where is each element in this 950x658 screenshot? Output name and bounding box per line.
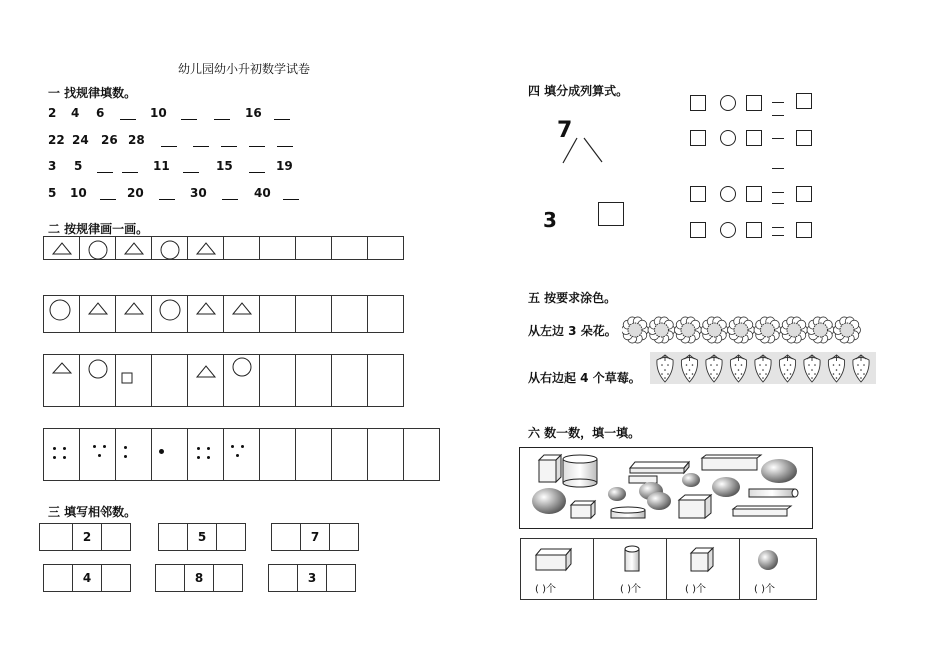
dot-icon <box>63 456 66 459</box>
seq-number: 30 <box>190 186 207 200</box>
strawberries-instruction: 从右边起 4 个草莓。 <box>528 371 641 385</box>
seq-number: 11 <box>153 159 170 173</box>
pattern-row-4 <box>44 428 440 481</box>
cuboid-icon <box>630 462 689 473</box>
pattern-cell <box>43 354 80 407</box>
neighbor-box <box>272 523 359 551</box>
answer-cell[interactable] <box>326 564 356 592</box>
cube-icon <box>539 455 561 482</box>
operator-circle[interactable] <box>720 186 736 202</box>
flower-icon[interactable] <box>728 317 755 343</box>
flower-icon[interactable] <box>648 317 675 343</box>
cylinder-icon <box>749 489 798 497</box>
seq-number: 15 <box>216 159 233 173</box>
sphere-icon <box>761 459 797 483</box>
seq-number: 19 <box>276 159 293 173</box>
section-1-heading: 一 找规律填数。 <box>48 86 137 100</box>
answer-cell[interactable] <box>213 564 243 592</box>
seq-number: 4 <box>71 106 80 120</box>
answer-blank[interactable] <box>181 119 197 120</box>
section-6-heading: 六 数一数，填一填。 <box>528 426 641 440</box>
answer-blank[interactable] <box>249 172 265 173</box>
pattern-cell <box>223 295 260 333</box>
split-answer-box[interactable] <box>598 202 624 226</box>
dot-icon <box>159 449 164 454</box>
answer-cell[interactable] <box>155 564 185 592</box>
square-icon <box>116 355 151 405</box>
empty-cell[interactable] <box>367 236 404 260</box>
dot-icon <box>197 456 200 459</box>
answer-blank[interactable] <box>193 146 209 147</box>
empty-cell[interactable] <box>259 295 296 333</box>
count-table <box>521 538 817 600</box>
equals-sign <box>772 192 784 193</box>
dot-icon <box>124 455 127 458</box>
flower-icon[interactable] <box>622 317 649 343</box>
answer-blank[interactable] <box>100 199 116 200</box>
dot-icon <box>197 447 200 450</box>
answer-cell[interactable] <box>271 523 301 551</box>
dot-icon <box>241 445 244 448</box>
section-5-heading: 五 按要求涂色。 <box>528 291 617 305</box>
given-number: 7 <box>300 523 330 551</box>
dot-icon <box>63 447 66 450</box>
answer-blank[interactable] <box>249 146 265 147</box>
triangle-icon <box>44 237 79 259</box>
dot-icon <box>236 454 239 457</box>
empty-cell[interactable] <box>295 428 332 481</box>
answer-blank[interactable] <box>97 172 113 173</box>
flower-icon[interactable] <box>807 317 834 343</box>
equation-box[interactable] <box>690 186 706 202</box>
dot-icon <box>53 447 56 450</box>
circle-icon <box>152 237 187 259</box>
circle-icon <box>80 237 115 259</box>
triangle-icon <box>188 237 223 259</box>
split-lines <box>560 136 610 166</box>
neighbor-box <box>269 564 356 592</box>
split-left-number: 3 <box>543 208 557 232</box>
answer-cell[interactable] <box>216 523 246 551</box>
answer-blank[interactable] <box>277 146 293 147</box>
given-number: 2 <box>72 523 102 551</box>
dot-icon <box>93 445 96 448</box>
seq-number: 6 <box>96 106 105 120</box>
circle-icon <box>224 355 259 405</box>
equation-box[interactable] <box>690 222 706 238</box>
answer-blank[interactable] <box>222 199 238 200</box>
equation-box[interactable] <box>746 130 762 146</box>
seq-number: 20 <box>127 186 144 200</box>
equation-box[interactable] <box>746 186 762 202</box>
triangle-icon <box>116 296 151 332</box>
empty-cell[interactable] <box>259 354 296 407</box>
equation-box[interactable] <box>796 222 812 238</box>
triangle-icon <box>224 296 259 332</box>
answer-cell[interactable] <box>329 523 359 551</box>
answer-cell[interactable] <box>101 564 131 592</box>
seq-number: 5 <box>48 186 57 200</box>
answer-blank[interactable] <box>214 119 230 120</box>
section-2-heading: 二 按规律画一画。 <box>48 222 149 236</box>
cube-icon <box>571 501 595 518</box>
seq-number: 26 <box>101 133 118 147</box>
cuboid-icon <box>521 539 593 575</box>
equation-box[interactable] <box>690 130 706 146</box>
seq-number: 24 <box>72 133 89 147</box>
answer-blank[interactable] <box>274 119 290 120</box>
dot-icon <box>98 454 101 457</box>
flower-icon[interactable] <box>781 317 808 343</box>
page-title: 幼儿园幼小升初数学试卷 <box>178 62 311 76</box>
strawberry-row[interactable] <box>650 352 876 384</box>
flower-icon[interactable] <box>754 317 781 343</box>
circle-icon <box>152 296 187 332</box>
dot-icon <box>231 445 234 448</box>
pattern-cell <box>43 295 80 333</box>
cube-icon <box>679 495 711 518</box>
empty-cell[interactable] <box>331 236 368 260</box>
equation-box[interactable] <box>796 186 812 202</box>
empty-cell[interactable] <box>259 236 296 260</box>
dot-icon <box>207 447 210 450</box>
count-cell-cylinder <box>593 538 667 600</box>
pattern-cell <box>151 295 188 333</box>
neighbor-box <box>156 564 243 592</box>
seq-number: 5 <box>74 159 83 173</box>
operator-circle[interactable] <box>720 222 736 238</box>
equation-box[interactable] <box>746 222 762 238</box>
sphere-icon <box>532 488 566 514</box>
seq-number: 3 <box>48 159 57 173</box>
empty-cell[interactable] <box>259 428 296 481</box>
circle-icon <box>80 355 115 405</box>
count-blank[interactable]: ( )个 <box>620 584 641 595</box>
pattern-cell <box>115 295 152 333</box>
answer-blank[interactable] <box>221 146 237 147</box>
operator-circle[interactable] <box>720 95 736 111</box>
answer-cell[interactable] <box>158 523 188 551</box>
answer-blank[interactable] <box>122 172 138 173</box>
count-cell-sphere <box>739 538 817 600</box>
seq-number: 10 <box>150 106 167 120</box>
pattern-cell <box>187 236 224 260</box>
given-number: 4 <box>72 564 102 592</box>
empty-cell[interactable] <box>295 354 332 407</box>
empty-cell[interactable] <box>295 236 332 260</box>
section-3-heading: 三 填写相邻数。 <box>48 505 137 519</box>
cylinder-icon <box>611 507 645 518</box>
dot-icon <box>53 456 56 459</box>
pattern-cell <box>151 236 188 260</box>
dots-cell <box>187 428 224 481</box>
pattern-cell <box>43 236 80 260</box>
empty-cell[interactable] <box>367 295 404 333</box>
sphere-icon <box>682 473 700 487</box>
equals-sign <box>772 235 784 236</box>
equation-box[interactable] <box>690 95 706 111</box>
operator-circle[interactable] <box>720 130 736 146</box>
triangle-icon <box>44 355 79 405</box>
answer-blank[interactable] <box>283 199 299 200</box>
equals-sign <box>772 115 784 116</box>
dots-cell <box>79 428 116 481</box>
cube-icon <box>667 539 739 575</box>
empty-cell[interactable] <box>151 354 188 407</box>
pattern-cell <box>115 236 152 260</box>
pattern-cell <box>115 354 152 407</box>
dots-cell <box>115 428 152 481</box>
cuboid-icon <box>702 455 761 470</box>
flower-icon[interactable] <box>675 317 702 343</box>
answer-cell[interactable] <box>268 564 298 592</box>
section-4-heading: 四 填分成列算式。 <box>528 84 629 98</box>
circle-icon <box>44 296 79 332</box>
equals-sign <box>772 203 784 204</box>
dot-icon <box>207 456 210 459</box>
answer-cell[interactable] <box>101 523 131 551</box>
cuboid-icon <box>733 506 791 516</box>
flower-icon[interactable] <box>834 317 861 343</box>
flower-icon[interactable] <box>701 317 728 343</box>
count-blank[interactable]: ( )个 <box>685 584 706 595</box>
pattern-row-1 <box>44 236 404 260</box>
seq-number: 16 <box>245 106 262 120</box>
pattern-cell <box>79 295 116 333</box>
equation-box[interactable] <box>746 95 762 111</box>
dot-icon <box>124 446 127 449</box>
sphere-icon <box>647 492 671 510</box>
equals-sign <box>772 168 784 169</box>
triangle-icon <box>80 296 115 332</box>
triangle-icon <box>116 237 151 259</box>
count-blank[interactable]: ( )个 <box>535 584 556 595</box>
answer-blank[interactable] <box>120 119 136 120</box>
triangle-icon <box>188 296 223 332</box>
empty-cell[interactable] <box>223 236 260 260</box>
answer-blank[interactable] <box>183 172 199 173</box>
flower-row[interactable] <box>622 314 864 346</box>
pattern-cell <box>79 354 116 407</box>
equals-sign <box>772 227 784 228</box>
given-number: 5 <box>187 523 217 551</box>
pattern-cell <box>79 236 116 260</box>
flowers-instruction: 从左边 3 朵花。 <box>528 324 617 338</box>
equals-sign <box>772 138 784 139</box>
split-top-number: 7 <box>557 118 573 143</box>
answer-blank[interactable] <box>161 146 177 147</box>
empty-cell[interactable] <box>331 428 368 481</box>
seq-number: 2 <box>48 106 57 120</box>
pattern-cell <box>187 354 224 407</box>
sphere-icon <box>712 477 740 497</box>
neighbor-box <box>44 564 131 592</box>
dots-cell <box>43 428 80 481</box>
seq-number: 22 <box>48 133 65 147</box>
pattern-row-3 <box>44 354 404 407</box>
empty-cell[interactable] <box>295 295 332 333</box>
pattern-cell <box>223 354 260 407</box>
seq-number: 10 <box>70 186 87 200</box>
seq-number: 28 <box>128 133 145 147</box>
count-blank[interactable]: ( )个 <box>754 584 775 595</box>
equation-box[interactable] <box>796 93 812 109</box>
count-cell-cube <box>666 538 740 600</box>
empty-cell[interactable] <box>331 295 368 333</box>
empty-cell[interactable] <box>331 354 368 407</box>
neighbor-box <box>159 523 246 551</box>
sphere-icon <box>740 539 816 575</box>
empty-cell[interactable] <box>367 428 404 481</box>
given-number: 3 <box>297 564 327 592</box>
cylinder-icon <box>563 455 597 487</box>
answer-cell[interactable] <box>43 564 73 592</box>
count-cell-cuboid <box>520 538 594 600</box>
empty-cell[interactable] <box>367 354 404 407</box>
dots-cell <box>151 428 188 481</box>
equals-sign <box>772 102 784 103</box>
empty-cell[interactable] <box>403 428 440 481</box>
dot-icon <box>103 445 106 448</box>
shapes-picture <box>519 447 813 529</box>
pattern-row-2 <box>44 295 404 333</box>
sphere-icon <box>608 487 626 501</box>
answer-blank[interactable] <box>159 199 175 200</box>
triangle-icon <box>188 355 223 405</box>
equation-box[interactable] <box>796 130 812 146</box>
answer-cell[interactable] <box>39 523 73 551</box>
neighbor-box <box>40 523 131 551</box>
cylinder-icon <box>594 539 666 575</box>
seq-number: 40 <box>254 186 271 200</box>
cuboid-icon <box>629 476 657 483</box>
given-number: 8 <box>184 564 214 592</box>
dots-cell <box>223 428 260 481</box>
pattern-cell <box>187 295 224 333</box>
